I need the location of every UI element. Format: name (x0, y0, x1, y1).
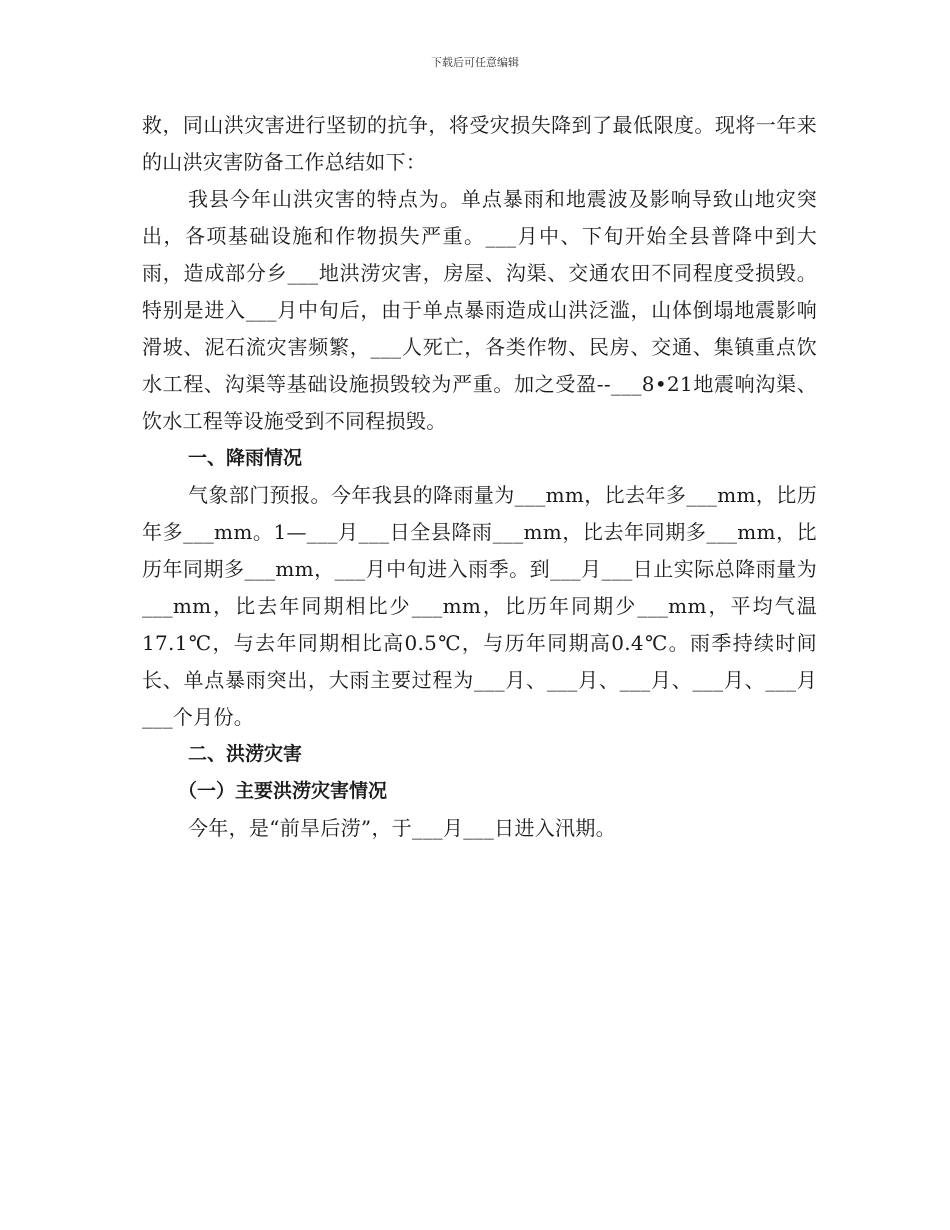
paragraph-intro: 救，同山洪灾害进行坚韧的抗争，将受灾损失降到了最低限度。现将一年来的山洪灾害防备工作总结如下： (142, 113, 817, 174)
document-body (142, 107, 817, 847)
paragraph-disaster-features: 我县今年山洪灾害的特点为。单点暴雨和地震波及影响导致山地灾突出，各项基础设施和作物损失严重。___月中、下旬开始全县普降中到大雨，造成部分乡___地洪涝灾害，房屋、沟渠、交通农田不同程度受损毁。特别是进入___月中旬后，由于单点暴雨造成山洪泛滥，山体倒塌地震影响滑坡、泥石流灾害频繁，___人死亡，各类作物、民房、交通、集镇重点饮水工程、沟渠等基础设施损毁较为严重。加之受盈--___8•21地震响沟渠、饮水工程等设施受到不同程损毁。 (142, 187, 817, 433)
heading-rainfall: 一、降雨情况 (188, 447, 303, 469)
subheading-main-flood-disaster: （一）主要洪涝灾害情况 (178, 780, 388, 802)
heading-flood-disaster: 二、洪涝灾害 (188, 743, 303, 765)
paragraph-flood-season: 今年，是“前旱后涝”，于___月___日进入汛期。 (188, 816, 616, 840)
page-header: 下载后可任意编辑 (431, 56, 519, 69)
paragraph-rainfall: 气象部门预报。今年我县的降雨量为___mm，比去年多___mm，比历年多___mm。1—___月___日全县降雨___mm，比去年同期多___mm，比历年同期多___mm，___月中旬进入雨季。到___月___日止实际总降雨量为___mm，比去年同期相比少___mm，比历年同期少___mm，平均气温17.1℃，与去年同期相比高0.5℃，与历年同期高0.4℃。雨季持续时间长、单点暴雨突出，大雨主要过程为___月、___月、___月、___月、___月___个月份。 (142, 483, 817, 729)
